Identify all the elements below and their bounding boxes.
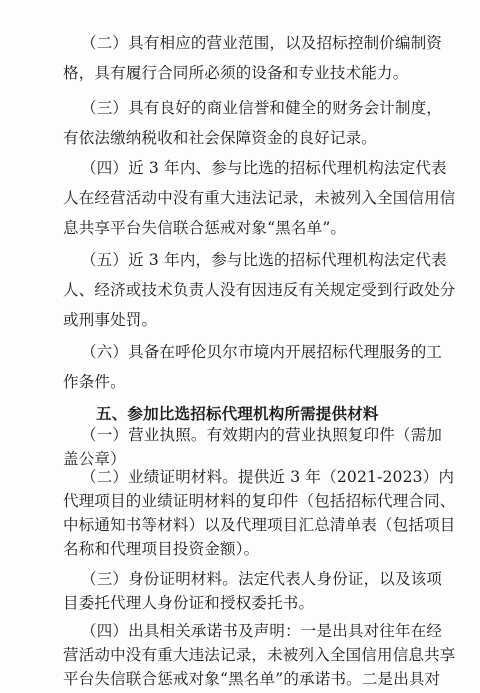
text-line: 有依法缴纳税收和社会保障资金的良好记录。: [63, 129, 378, 147]
text-line: 平台失信联合惩戒对象“黑名单”的承诺书。二是出具对: [63, 670, 441, 688]
text-line: （四）出具相关承诺书及声明：一是出具对往年在经: [81, 622, 443, 640]
text-line: （三）身份证明材料。法定代表人身份证，以及该项: [81, 570, 443, 588]
section-heading: 五、参加比选招标代理机构所需提供材料: [96, 404, 379, 423]
text-line: （一）营业执照。有效期内的营业执照复印件（需加: [81, 426, 443, 444]
text-line: 代理项目的业绩证明材料的复印件（包括招标代理合同、: [63, 492, 456, 510]
text-line: 人、经济或技术负责人没有因违反有关规定受到行政处分: [63, 281, 456, 299]
text-line: （五）近 3 年内，参与比选的招标代理机构法定代表: [81, 251, 447, 269]
text-line: 格，具有履行合同所必须的设备和专业技术能力。: [63, 64, 409, 82]
text-line: 息共享平台失信联合惩戒对象“黑名单”。: [63, 219, 347, 237]
text-line: 营活动中没有重大违法记录，未被列入全国信用信息共享: [63, 646, 456, 664]
text-line: （四）近 3 年内、参与比选的招标代理机构法定代表: [81, 159, 447, 177]
text-line: （三）具有良好的商业信誉和健全的财务会计制度，: [81, 99, 443, 117]
text-line: 作条件。: [63, 373, 126, 391]
text-line: 名称和代理项目投资金额）。: [63, 540, 260, 558]
text-line: 或刑事处罚。: [63, 311, 158, 329]
text-line: （二）具有相应的营业范围，以及招标控制价编制资: [81, 34, 443, 52]
text-line: 中标通知书等材料）以及代理项目汇总清单表（包括项目: [63, 516, 456, 534]
text-line: （二）业绩证明材料。提供近 3 年（2021-2023）内: [81, 468, 455, 486]
text-line: （六）具备在呼伦贝尔市境内开展招标代理服务的工: [81, 343, 443, 361]
text-line: 目委托代理人身份证和授权委托书。: [63, 594, 315, 612]
text-line: 盖公章）: [63, 450, 126, 468]
text-line: 人在经营活动中没有重大违法记录，未被列入全国信用信: [63, 189, 456, 207]
